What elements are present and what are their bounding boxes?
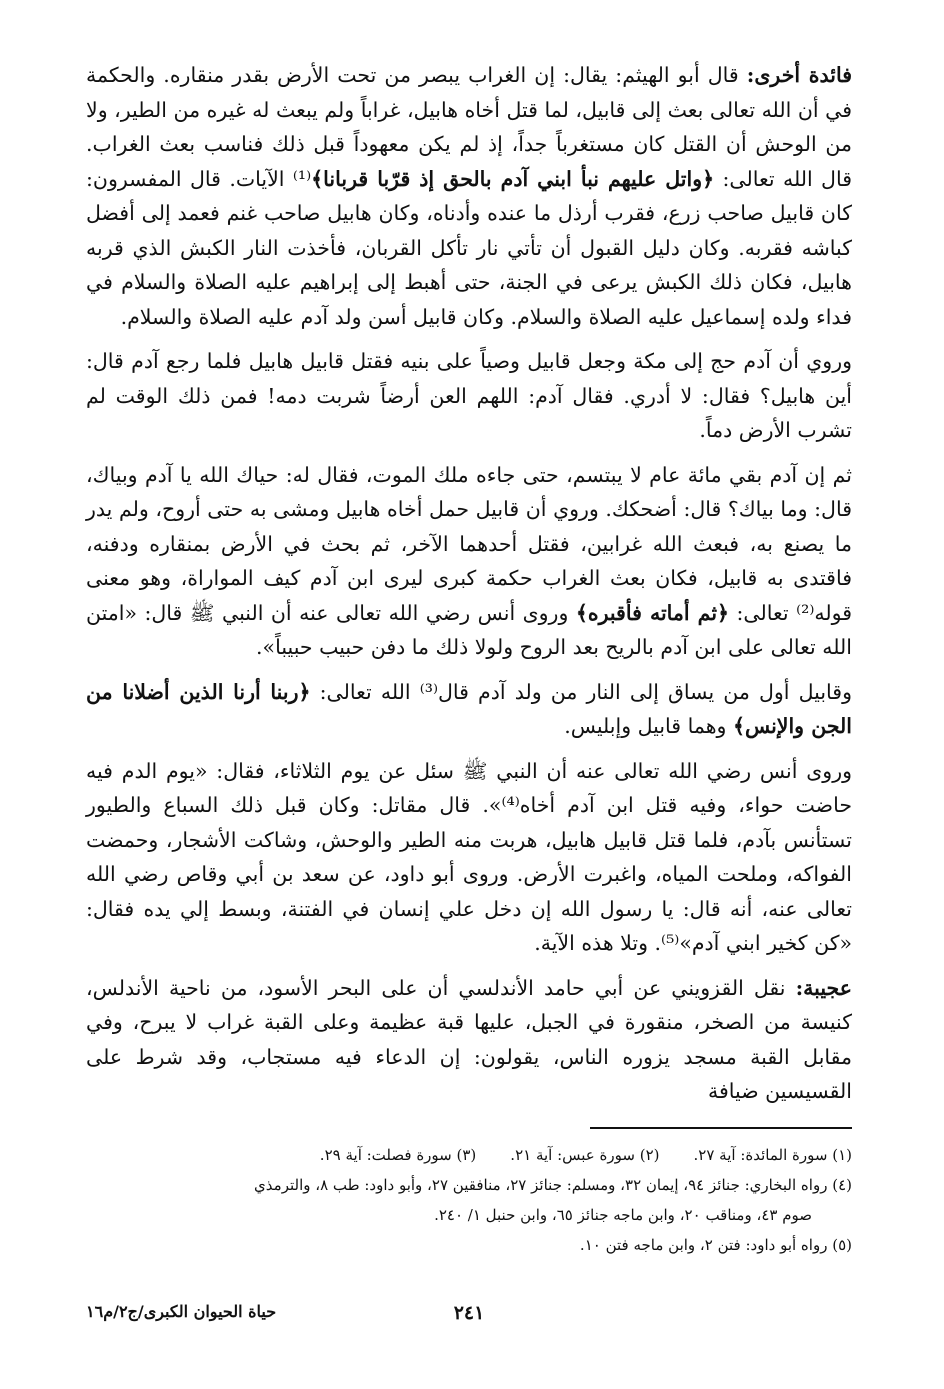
paragraph-tail: ⁽¹⁾ الآيات. قال المفسرون: كان قابيل صاحب زرع، فقرب أرذل ما عنده وأدناه، وكان هابيل صاحب غنم فعمد إلى أفضل كباشه فقربه. وكان دليل القبول أن تأتي نار تأكل القربان، فأخذت النار الكبش الذي قربه هابيل، فكان ذلك الكبش يرعى في الجنة، حتى أهبط إلى إبراهيم عليه الصلاة والسلام في فداء ولده إسماعيل عليه الصلاة والسلام. وكان قابيل أسن ولد آدم عليه الصلاة والسلام.	[86, 166, 852, 329]
paragraph-lead: عجيبة:	[795, 975, 852, 1000]
footnotes	[86, 1140, 852, 1260]
paragraph-fawaid	[86, 58, 852, 334]
paragraph-tuesday	[86, 754, 852, 961]
paragraph-lead: فائدة أخرى:	[746, 63, 852, 87]
paragraph-tail: وروى أنس رضي الله تعالى عنه أن النبي ﷺ قال: «امتن الله تعالى على ابن آدم بالريح بعد الروح ولولا ذلك ما دفن حبيب حبيباً».	[86, 600, 852, 659]
paragraph-adam-hundred-years	[86, 458, 852, 665]
paragraph-text: وروى أنس رضي الله تعالى عنه أن النبي ﷺ سئل عن يوم الثلاثاء، فقال: «يوم الدم فيه حاضت حواء، وفيه قتل ابن آدم أخاه⁽⁴⁾». قال مقاتل: وكان قبل ذلك السباع والطيور تستأنس بآدم، فلما قتل قابيل هابيل، هربت منه الطير والوحش، وشاكت الأشجار، وحمضت الفواكه، وملحت المياه، واغبرت الأرض. وروى أبو داود، عن سعد بن أبي وقاص رضي الله تعالى عنه، أنه قال: يا رسول الله إن دخل علي إنسان في الفتنة، وبسط إلي يده فقال: «كن كخير ابني آدم»⁽⁵⁾. وتلا هذه الآية.	[86, 758, 853, 955]
quran-quote: ﴿ثم أماته فأقبره﴾	[575, 600, 730, 625]
paragraph-text: وروي أن آدم حج إلى مكة وجعل قابيل وصياً على بنيه فقتل قابيل هابيل فلما رجع آدم قال: أين هابيل؟ فقال: لا أدري. فقال آدم: اللهم العن أرضاً شربت دمه! فمن ذلك الوقت لم تشرب الأرض دماً.	[86, 349, 852, 442]
paragraph-tail: وهما قابيل وإبليس.	[564, 714, 733, 738]
quran-quote: ﴿واتل عليهم نبأ ابني آدم بالحق إذ قرّبا قربانا﴾	[311, 166, 715, 191]
paragraph-text: نقل القزويني عن أبي حامد الأندلسي أن على البحر الأسود، من ناحية الأندلس، كنيسة من الصخر، منقورة في الجبل، عليها قبة عظيمة وعلى القبة غراب لا يبرح، وفي مقابل القبة مسجد يزوره الناس، يقولون: إن الدعاء فيه مستجاب، وقد شرط على القسيسين ضيافة	[86, 975, 852, 1103]
footnote-2: (٢) سورة عبس: آية ٢١.	[510, 1146, 660, 1164]
footnote-4: (٤) رواه البخاري: جنائز ٩٤، إيمان ٣٢، ومسلم: جنائز ٢٧، منافقين ٢٧، وأبو داود: طب ٨، والترمذي	[254, 1176, 852, 1194]
paragraph-adam-hajj	[86, 344, 852, 448]
footnote-3: (٣) سورة فصلت: آية ٢٩.	[319, 1146, 477, 1164]
footnote-divider	[590, 1127, 852, 1129]
paragraph-text: وقابيل أول من يساق إلى النار من ولد آدم قال⁽³⁾ الله تعالى:	[310, 679, 852, 704]
footnote-5: (٥) رواه أبو داود: فتن ٢، وابن ماجه فتن ١٠.	[579, 1236, 852, 1254]
footnote-row	[86, 1140, 852, 1170]
page-footer	[86, 1302, 852, 1332]
paragraph-text: قال أبو الهيثم: يقال: إن الغراب يبصر من تحت الأرض بقدر منقاره. والحكمة في أن الله تعالى بعث إلى قابيل، لما قتل أخاه هابيل، غراباً ولم يبعث له غيره من الطير، ولا من الوحش أن القتل كان مستغرباً جداً، إذ لم يكن معهوداً قبل ذلك فناسب بعث الغراب. قال الله تعالى:	[86, 63, 852, 191]
main-text	[86, 58, 852, 1119]
paragraph-text: ثم إن آدم بقي مائة عام لا يبتسم، حتى جاءه ملك الموت، فقال له: حياك الله يا آدم وبياك، قال: وما بياك؟ قال: أضحكك. وروي أن قابيل حمل أخاه هابيل ومشى به حتى أروح، ولم يدر ما يصنع به، فبعث الله غرابين، فقتل أحدهما الآخر، ثم بحث في الأرض بمنقاره ودفنه، فاقتدى به قابيل، فكان بعث الغراب حكمة كبرى ليرى ابن آدم كيف المواراة، وهو معنى قوله⁽²⁾ تعالى:	[86, 462, 852, 625]
quran-quote: ﴿ربنا أرنا الذين أضلانا من الجن والإنس﴾	[86, 679, 852, 738]
footnote-1: (١) سورة المائدة: آية ٢٧.	[693, 1146, 852, 1164]
paragraph-ajiba	[86, 971, 852, 1109]
footnote-4-continued: صوم ٤٣، ومناقب ٢٠، وابن ماجه جنائز ٦٥، وابن حنبل ١/ ٢٤٠.	[434, 1206, 812, 1224]
paragraph-qabil-first	[86, 675, 852, 744]
page-number: ٢٤١	[453, 1302, 485, 1324]
book-reference: حياة الحيوان الكبرى/ج٢/م١٦	[86, 1302, 277, 1321]
